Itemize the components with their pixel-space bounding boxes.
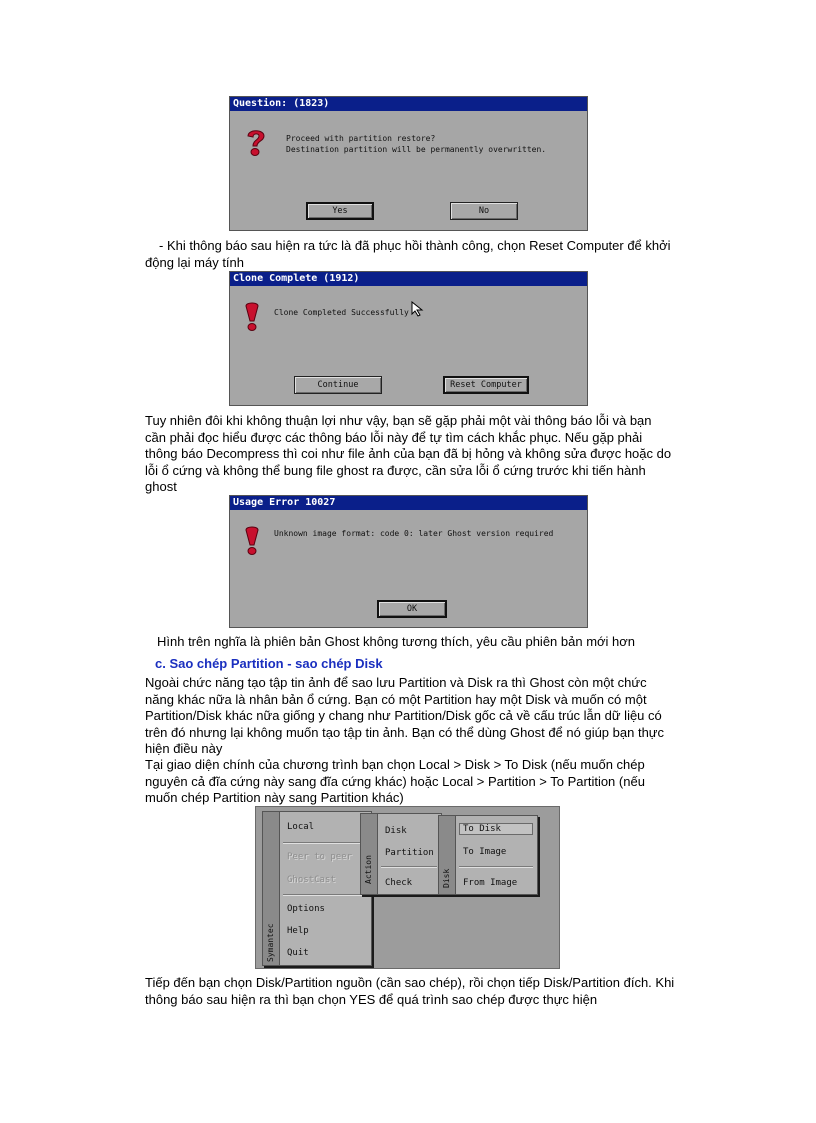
paragraph-error-info: Tuy nhiên đôi khi không thuận lợi như vậy, bạn sẽ gặp phải một vài thông báo lỗi và bạn cần phải đọc hiểu được các thông báo lỗi này để tự tìm cách khắc phục. Nếu gặp phải thông báo Decompress thì coi như file ảnh của bạn đã bị hỏng và không sửa được hoặc do lỗi ổ cứng và không thể bung file ghost ra được, cần sửa lỗi ổ cứng trước khi tiến hành ghost — [145, 413, 672, 494]
symantec-label: Symantec — [266, 923, 275, 962]
dialog-message-line1: Proceed with partition restore? — [286, 134, 436, 143]
dialog-message: Clone Completed Successfully — [274, 308, 409, 317]
action-label: Action — [364, 855, 373, 884]
dialog-message: Unknown image format: code 0: later Ghost version required — [274, 529, 554, 538]
ghost-menu-screenshot — [255, 806, 560, 969]
paragraph-clone-intro: Ngoài chức năng tạo tập tin ảnh để sao lưu Partition và Disk ra thì Ghost còn một chức năng khác nữa là nhân bản ổ cứng. Bạn có một Partition hay một Disk và muốn có một Partition/Disk khác nữa giống y chang như Partition/Disk gốc cả về cấu trúc lẫn dữ liệu có trên đó nhưng lại không muốn tạo tập tin ảnh. Bạn có thể dùng Ghost để nó giúp bạn thực hiện điều này — [145, 675, 664, 756]
usage-error-dialog — [229, 495, 588, 628]
main-menu — [262, 811, 372, 966]
dialog-title: Clone Complete (1912) — [230, 272, 587, 286]
menu-item-local[interactable]: Local — [287, 822, 315, 832]
paragraph-select-source: Tiếp đến bạn chọn Disk/Partition nguồn (cần sao chép), rồi chọn tiếp Disk/Partition đích. Khi thông báo sau hiện ra thì bạn chọn YES để quá trình sao chép được thực hiện — [145, 975, 675, 1007]
disk-label: Disk — [442, 868, 451, 888]
ok-button[interactable]: OK — [377, 600, 447, 618]
menu-item-partition[interactable]: Partition — [385, 848, 434, 858]
exclamation-icon — [240, 302, 264, 332]
menu-item-options[interactable]: Options — [287, 904, 325, 914]
yes-button[interactable]: Yes — [306, 202, 374, 220]
question-dialog — [229, 96, 588, 231]
mouse-cursor-icon — [411, 301, 425, 317]
menu-item-check[interactable]: Check — [385, 878, 413, 888]
paragraph-version-note: Hình trên nghĩa là phiên bản Ghost không tương thích, yêu cầu phiên bản mới hơn — [157, 634, 636, 649]
menu-item-help[interactable]: Help — [287, 926, 309, 936]
menu-item-quit[interactable]: Quit — [287, 948, 309, 958]
dialog-title: Question: (1823) — [230, 97, 587, 111]
continue-button[interactable]: Continue — [294, 376, 382, 394]
clone-complete-dialog — [229, 271, 588, 406]
exclamation-icon — [240, 526, 264, 556]
paragraph-menu-path: Tại giao diện chính của chương trình bạn chọn Local > Disk > To Disk (nếu muốn chép nguyên cả đĩa cứng này sang đĩa cứng khác) hoặc Local > Partition > To Partition (nếu muốn chép Partition này sang Partition khác) — [145, 757, 645, 805]
menu-item-from-image[interactable]: From Image — [463, 878, 518, 888]
disk-submenu — [438, 815, 538, 895]
no-button[interactable]: No — [450, 202, 518, 220]
menu-item-to-disk[interactable]: To Disk — [459, 823, 533, 835]
question-icon — [244, 127, 268, 157]
menu-item-to-image[interactable]: To Image — [463, 847, 507, 857]
paragraph-reset-info: - Khi thông báo sau hiện ra tức là đã phục hồi thành công, chọn Reset Computer để khởi động lại máy tính — [145, 238, 671, 270]
menu-item-peer-to-peer[interactable]: Peer to peer — [287, 852, 353, 862]
menu-item-ghostcast[interactable]: GhostCast — [287, 875, 336, 885]
menu-item-disk[interactable]: Disk — [385, 826, 407, 836]
dialog-title: Usage Error 10027 — [230, 496, 587, 510]
section-heading: c. Sao chép Partition - sao chép Disk — [155, 656, 383, 671]
action-submenu — [360, 813, 442, 895]
dialog-message-line2: Destination partition will be permanently overwritten. — [286, 145, 547, 154]
reset-computer-button[interactable]: Reset Computer — [443, 376, 529, 394]
